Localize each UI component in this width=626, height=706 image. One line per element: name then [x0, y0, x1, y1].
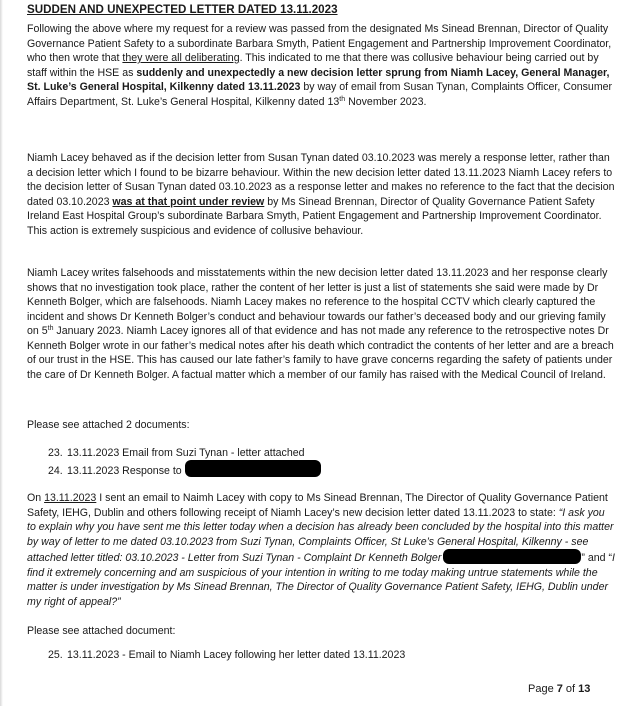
section-heading: SUDDEN AND UNEXPECTED LETTER DATED 13.11.2023	[27, 3, 338, 16]
redaction-block	[443, 549, 581, 564]
page-of: of	[562, 683, 579, 695]
item-text: 13.11.2023 Response to	[67, 465, 182, 477]
item-text: 13.11.2023 Email from Suzi Tynan - letter attached	[67, 447, 305, 459]
list-item	[48, 446, 305, 461]
p4-quote-1: “I ask you to explain why you have sent me this letter today when a decision has already been concluded by the hospital into this matter by way of letter to me dated 03.10.2023 from Suzi Tynan, Complaints Officer, St Luke’s General Hospital, Kilkenny - see attached letter titled: 03.10.2023 - Letter from Suzi Tynan - Complaint Dr Kenneth Bolger	[27, 506, 614, 564]
p1-bold: suddenly and unexpectedly a new decision letter sprung from Niamh Lacey, General Manager, St. Luke’s General Hospital, Kilkenny dated 13.11.2023	[27, 66, 610, 93]
paragraph-2	[27, 151, 615, 238]
p1-text-d: November 2023.	[345, 95, 427, 108]
p3-text-b: January 2023. Niamh Lacey ignores all of that evidence and has not made any reference to the retrospective notes Dr Kenneth Bolger wrote in our father’s medical notes after his death which contradict the contents of her letter and are a breach of our trust in the HSE. This has caused our late father’s family to have grave concerns regarding the safety of patients under the care of Dr Kenneth Bolger. A factual matter which a member of our family has raised with the Medical Council of Ireland.	[27, 325, 614, 381]
list-item	[48, 460, 321, 479]
p2-bold-underlined: was at that point under review	[112, 195, 265, 208]
attachments-label-1: Please see attached 2 documents:	[27, 419, 190, 431]
p2-text-b: by Ms Sinead Brennan, Director of Quality Governance Patient Safety Ireland East Hospital Group’s subordinate Barbara Smyth, Patient Engagement and Partnership Improvement Coordinator. This action is extremely suspicious and evidence of collusive behaviour.	[27, 195, 602, 237]
p4-text-b: I sent an email to Naimh Lacey with copy to Ms Sinead Brennan, The Director of Quality Governance Patient Safety, IEHG, Dublin and others following receipt of Niamh Lacey’s new decision letter dated 13.11.2023 to state:	[27, 492, 608, 519]
p1-text-a: Following the above where my request for a review was passed from the designated Ms Sinead Brennan, Director of Quality Governance Patient Safety to a subordinate Barbara Smyth, Patient Engagement and Partnership Improvement Coordinator, who then wrote that	[27, 23, 612, 64]
paragraph-3	[27, 266, 615, 382]
item-number: 24.	[48, 465, 63, 477]
p2-text-a: Niamh Lacey behaved as if the decision letter from Susan Tynan dated 03.10.2023 was merely a response letter, rather than a decision letter which I found to be bizarre behaviour. Within the new decision letter dated 13.11.2023 Niamh Lacey refers to the decision letter of Susan Tynan dated 03.10.2023 as a response letter and makes no reference to the fact that the decision dated 03.10.2023	[27, 152, 615, 208]
page-current: 7	[556, 683, 563, 695]
redaction-block	[185, 460, 321, 477]
page-total: 13	[578, 683, 591, 695]
list-item	[48, 648, 405, 663]
p4-text-a: On	[27, 492, 45, 504]
p1-sup: th	[339, 95, 346, 103]
p4-text-c: ” and “	[581, 552, 612, 564]
p1-underlined: they were all deliberating	[122, 52, 240, 64]
paragraph-4	[27, 491, 615, 609]
item-text: 13.11.2023 - Email to Niamh Lacey following her letter dated 13.11.2023	[67, 649, 406, 661]
item-number: 25.	[48, 649, 63, 661]
page-prefix: Page	[528, 683, 557, 695]
p4-quote-2: I find it extremely concerning and am suspicious of your intention in writing to me today making untrue statements while the matter is under investigation by Ms Sinead Brennan, The Director of Quality Governance Patient Safety, IEHG, Dublin under my right of appeal?”	[27, 552, 615, 608]
p3-text-a: Niamh Lacey writes falsehoods and misstatements within the new decision letter dated 13.11.2023 and her response clearly shows that no investigation took place, rather the content of her letter is just a list of statements she said were made by Dr Kenneth Bolger, which are falsehoods. Niamh Lacey makes no reference to the hospital CCTV which clearly captured the incident and shows Dr Kenneth Bolger’s conduct and behaviour towards our father’s deceased body and our grieving family on 5	[27, 267, 608, 337]
p4-underlined-date: 13.11.2023	[44, 492, 97, 504]
p1-text-b: . This indicated to me that there was collusive behaviour being carried out by staff within the HSE as	[27, 52, 599, 79]
item-number: 23.	[48, 447, 63, 459]
page-edge-shadow	[0, 0, 3, 706]
page-number	[528, 683, 590, 695]
p1-text-c: by way of email from Susan Tynan, Complaints Officer, Consumer Affairs Department, St. Luke’s General Hospital, Kilkenny dated 13	[27, 81, 613, 108]
p3-sup: th	[47, 325, 54, 332]
attachments-label-2: Please see attached document:	[27, 625, 176, 637]
paragraph-1	[27, 22, 615, 109]
